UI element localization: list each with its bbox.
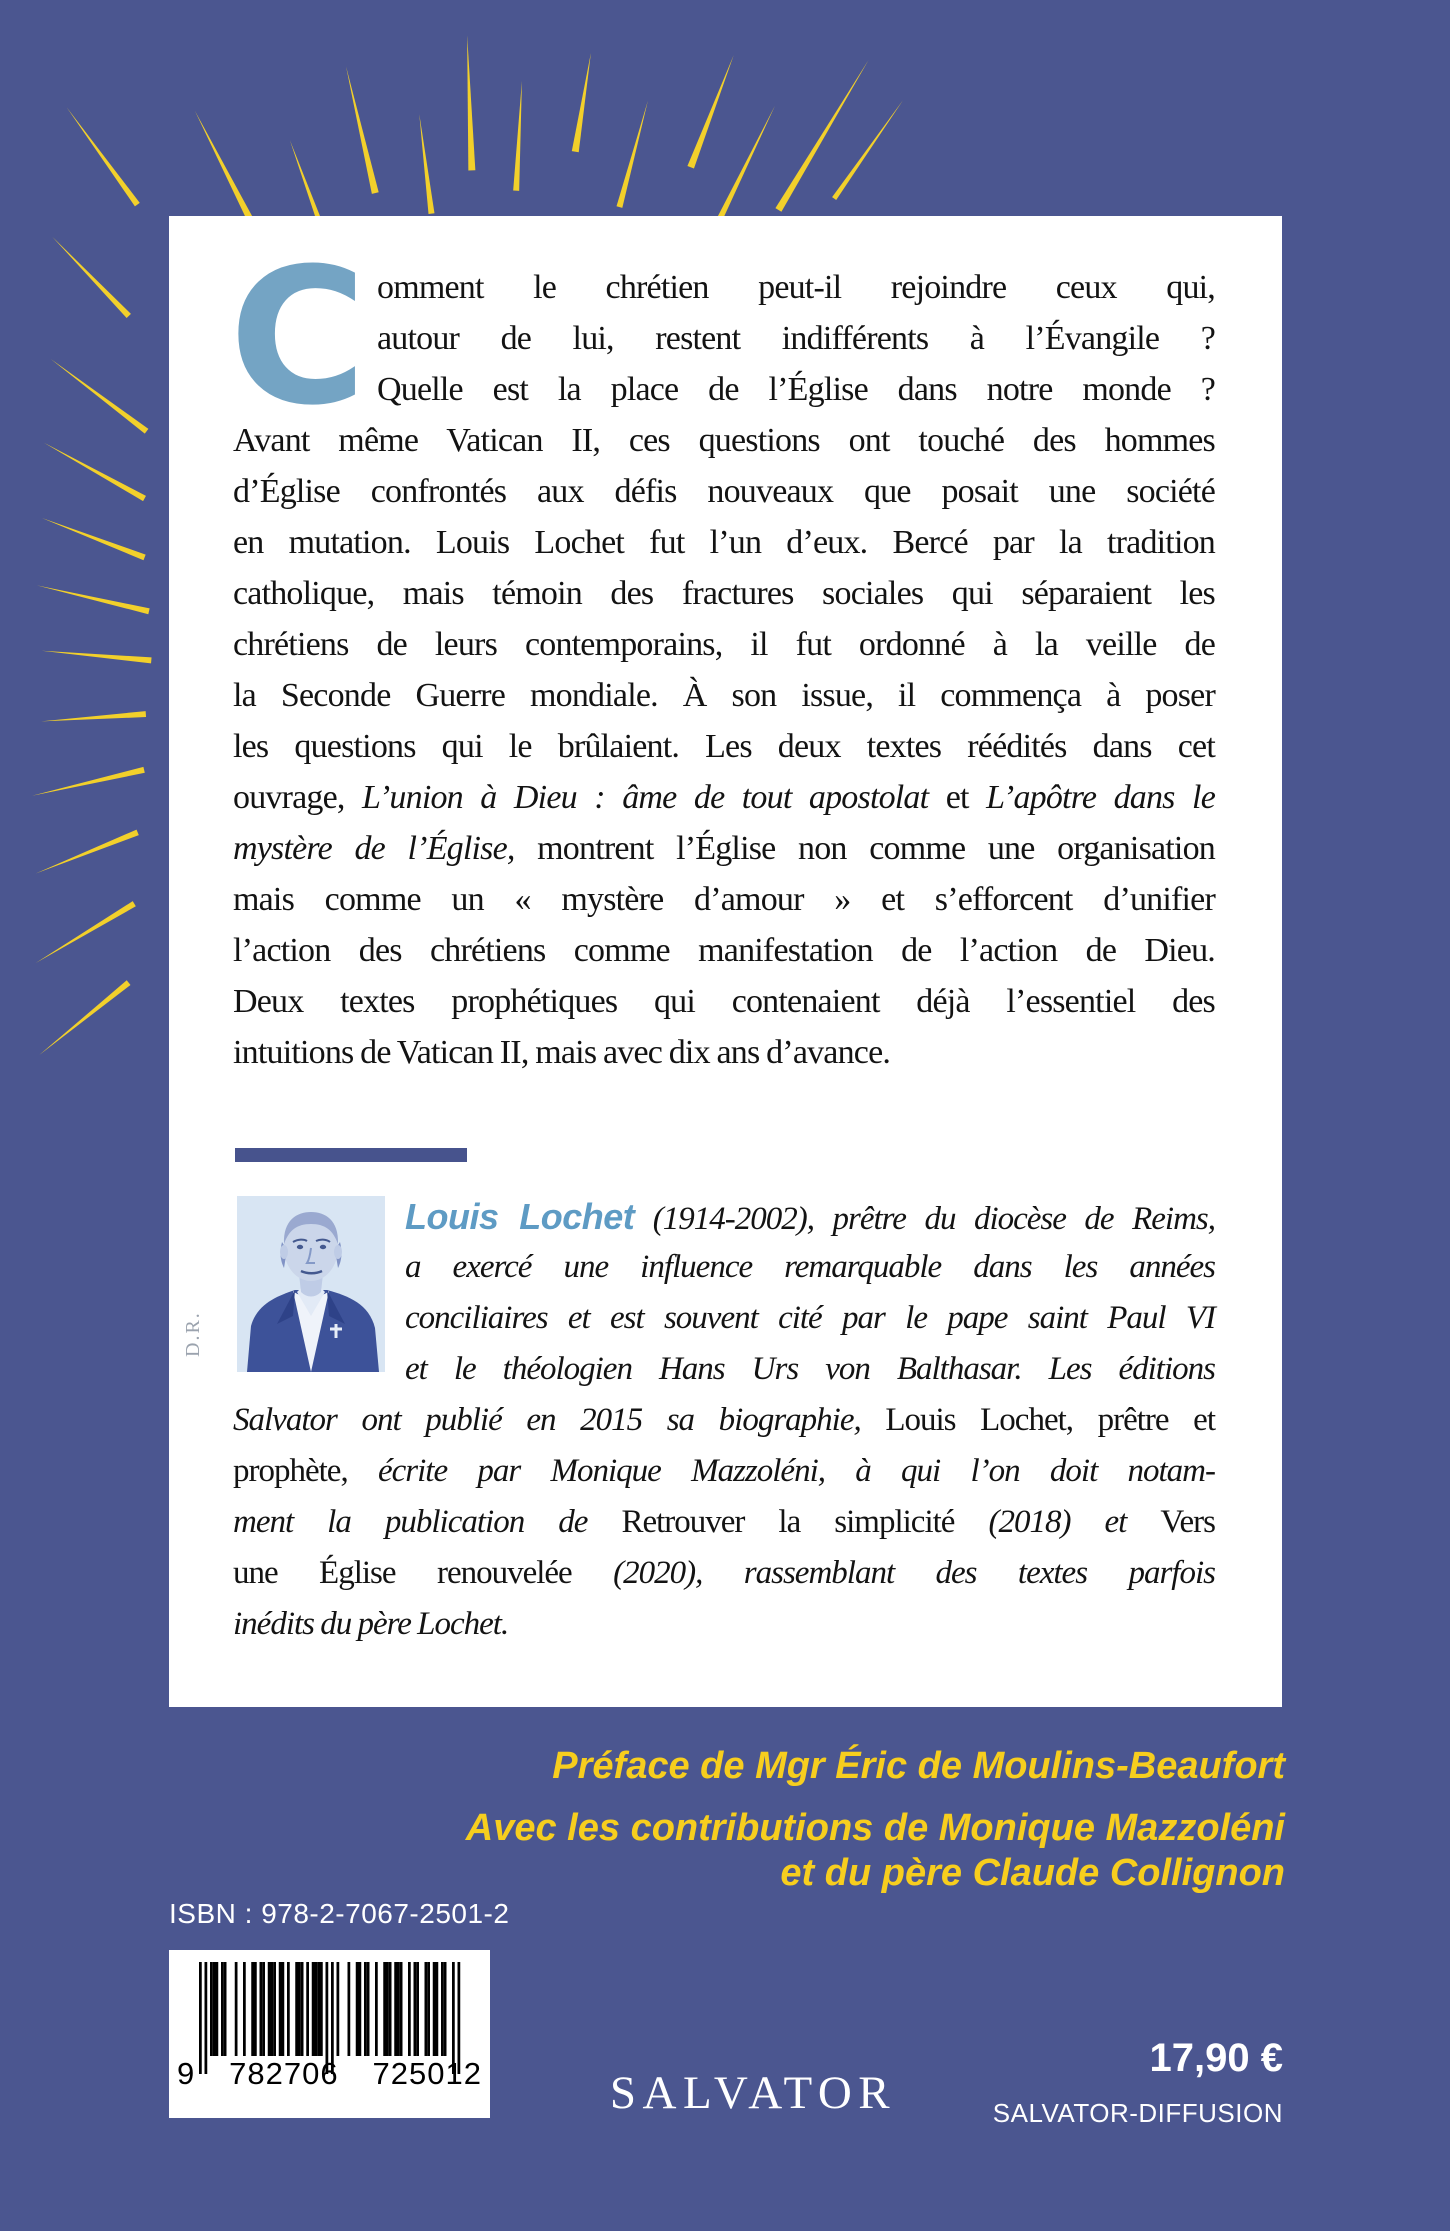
text-line: les questions qui le brûlaient. Les deux textes réédités dans cet xyxy=(233,728,1215,765)
text-line: la Seconde Guerre mondiale. À son issue, il commença à poser xyxy=(233,677,1215,714)
text-line: Salvator ont publié en 2015 sa biographie, Louis Lochet, prêtre et xyxy=(233,1402,1216,1438)
text-line: Deux textes prophétiques qui contenaient déjà l’essentiel des xyxy=(233,983,1215,1020)
text-line: prophète, écrite par Monique Mazzoléni, à qui l’on doit notam- xyxy=(233,1453,1216,1489)
photo-credit-label: D.R. xyxy=(182,1311,204,1357)
isbn-label: ISBN : 978-2-7067-2501-2 xyxy=(169,1898,510,1929)
text-line: et le théologien Hans Urs von Balthasar. Les éditions xyxy=(405,1351,1215,1387)
text-line: l’action des chrétiens comme manifestation de l’action de Dieu. xyxy=(233,932,1215,969)
barcode-digits xyxy=(177,2056,482,2092)
author-bio-text xyxy=(233,1191,1215,1650)
text-line: conciliaires et est souvent cité par le pape saint Paul VI xyxy=(405,1300,1215,1336)
text-line: intuitions de Vatican II, mais avec dix ans d’avance. xyxy=(233,1034,891,1071)
price-block xyxy=(993,2036,1283,2128)
blurb-text xyxy=(233,262,1215,1078)
text-line: autour de lui, restent indifférents à l’Évangile ? xyxy=(377,320,1215,357)
text-line: Avant même Vatican II, ces questions ont touché des hommes xyxy=(233,422,1215,459)
credits-block xyxy=(466,1743,1285,1896)
contributions-credit-line2: et du père Claude Collignon xyxy=(780,1852,1285,1894)
barcode-digit-group: 725012 xyxy=(372,2056,482,2091)
preface-credit: Préface de Mgr Éric de Moulins-Beaufort xyxy=(552,1745,1285,1787)
cover-text-card xyxy=(169,216,1282,1707)
barcode-digit-group: 782706 xyxy=(229,2056,339,2091)
text-line: d’Église confrontés aux défis nouveaux que posait une société xyxy=(233,473,1215,510)
text-line: en mutation. Louis Lochet fut l’un d’eux. Bercé par la tradition xyxy=(233,524,1215,561)
price: 17,90 € xyxy=(1149,2036,1283,2080)
barcode xyxy=(169,1950,490,2118)
barcode-digit-group: 9 xyxy=(177,2056,196,2091)
text-line: Louis Lochet (1914-2002), prêtre du diocèse de Reims, xyxy=(405,1196,1215,1237)
publisher-logo: SALVATOR xyxy=(609,2067,897,2119)
text-line: ment la publication de Retrouver la simplicité (2018) et Vers xyxy=(233,1504,1215,1540)
text-line: catholique, mais témoin des fractures sociales qui séparaient les xyxy=(233,575,1215,612)
contributions-credit-line1: Avec les contributions de Monique Mazzoléni xyxy=(465,1807,1285,1849)
drop-cap-letter: C xyxy=(229,228,367,447)
text-line: chrétiens de leurs contemporains, il fut ordonné à la veille de xyxy=(233,626,1215,663)
barcode-bars xyxy=(169,1950,490,2118)
section-divider-bar xyxy=(235,1148,467,1162)
text-line: mais comme un « mystère d’amour » et s’efforcent d’unifier xyxy=(233,881,1215,918)
text-line: a exercé une influence remarquable dans les années xyxy=(405,1249,1215,1285)
text-line: omment le chrétien peut-il rejoindre ceux qui, xyxy=(377,269,1215,306)
text-line: inédits du père Lochet. xyxy=(233,1606,509,1642)
distributor-label: SALVATOR-DIFFUSION xyxy=(992,2098,1283,2128)
text-line: ouvrage, L’union à Dieu : âme de tout apostolat et L’apôtre dans le xyxy=(233,779,1215,816)
text-line: une Église renouvelée (2020), rassemblant des textes parfois xyxy=(233,1555,1215,1591)
text-line: Quelle est la place de l’Église dans notre monde ? xyxy=(377,371,1215,408)
text-line: mystère de l’Église, montrent l’Église non comme une organisation xyxy=(233,830,1215,867)
